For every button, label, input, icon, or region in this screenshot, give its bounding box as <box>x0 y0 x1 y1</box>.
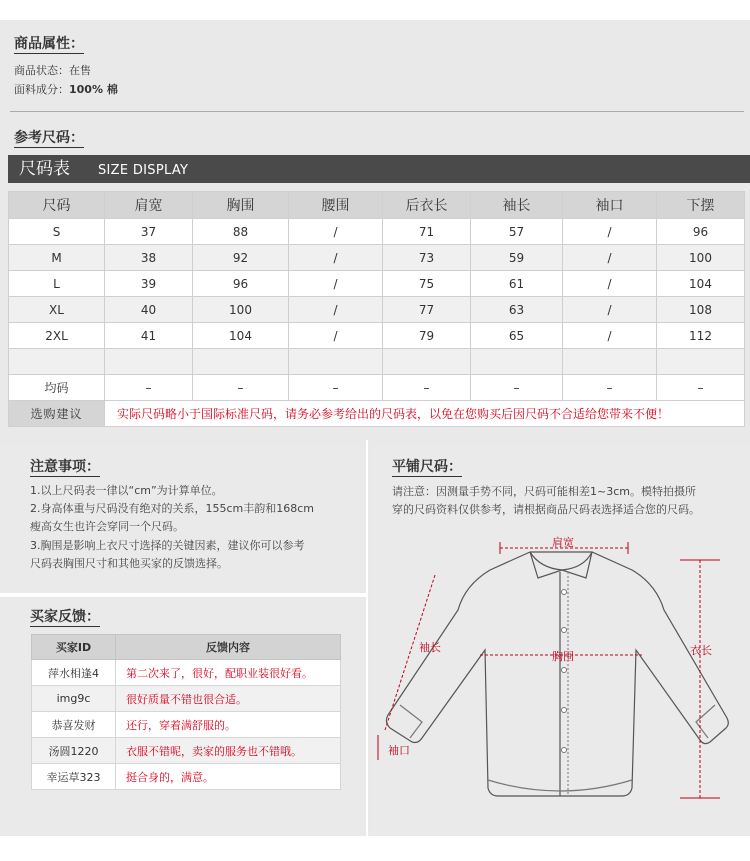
size-cell <box>9 349 105 375</box>
size-cell: / <box>563 271 657 297</box>
note-line: 2.身高体重与尺码没有绝对的关系，155cm丰韵和168cm <box>30 502 315 515</box>
size-cell: 均码 <box>9 375 105 401</box>
size-cell: / <box>289 271 383 297</box>
column-header: 后衣长 <box>383 192 471 219</box>
column-header: 袖长 <box>471 192 563 219</box>
size-cell: M <box>9 245 105 271</box>
right-cuff <box>696 705 715 738</box>
notes-title: 注意事项： <box>30 459 100 475</box>
size-section-title: 参考尺码： <box>14 130 84 146</box>
size-cell: 88 <box>193 219 289 245</box>
collar-back <box>530 552 592 570</box>
size-cell <box>563 349 657 375</box>
size-cell: – <box>657 375 745 401</box>
button-icon <box>562 628 567 633</box>
table-row <box>9 245 745 271</box>
column-header: 肩宽 <box>105 192 193 219</box>
size-cell: 57 <box>471 219 563 245</box>
size-cell <box>289 349 383 375</box>
shirt-diagram <box>370 530 740 830</box>
status-label: 商品状态： <box>14 64 69 77</box>
size-cell: 96 <box>657 219 745 245</box>
feedback-title: 买家反馈： <box>30 609 100 625</box>
size-cell: 77 <box>383 297 471 323</box>
size-cell: 71 <box>383 219 471 245</box>
size-cell: – <box>289 375 383 401</box>
panel-divider <box>366 440 368 836</box>
size-cell: / <box>289 297 383 323</box>
feedback-content: 衣服不错呢，卖家的服务也不错哦。 <box>116 738 341 764</box>
size-table <box>8 191 745 427</box>
size-cell: S <box>9 219 105 245</box>
advice-label: 选购建议 <box>9 401 105 427</box>
size-cell: 59 <box>471 245 563 271</box>
size-cell <box>383 349 471 375</box>
size-cell: L <box>9 271 105 297</box>
note-line: 3.胸围是影响上衣尺寸选择的关键因素，建议你可以参考 <box>30 539 305 552</box>
buyer-id: img9c <box>32 686 116 712</box>
size-cell: 104 <box>657 271 745 297</box>
button-icon <box>562 668 567 673</box>
panel-divider <box>0 593 366 597</box>
column-header: 胸围 <box>193 192 289 219</box>
feedback-table <box>31 634 341 790</box>
flat-size-title: 平铺尺码： <box>392 459 462 475</box>
divider <box>10 111 744 112</box>
size-chart-title-zh: 尺码表 <box>19 159 70 179</box>
size-cell: 73 <box>383 245 471 271</box>
table-row <box>9 349 745 375</box>
buyer-id: 幸运草323 <box>32 764 116 790</box>
size-cell: 40 <box>105 297 193 323</box>
size-cell: 92 <box>193 245 289 271</box>
size-cell: 38 <box>105 245 193 271</box>
note-line: 1.以上尺码表一律以“cm”为计算单位。 <box>30 484 223 497</box>
table-row <box>32 764 341 790</box>
size-cell: 39 <box>105 271 193 297</box>
size-cell: 96 <box>193 271 289 297</box>
advice-text: 实际尺码略小于国际标准尺码，请务必参考给出的尺码表，以免在您购买后因尺码不合适给您带来不便！ <box>105 401 745 427</box>
size-cell: 112 <box>657 323 745 349</box>
size-cell <box>105 349 193 375</box>
status-row <box>14 64 91 78</box>
button-icon <box>562 590 567 595</box>
material-row <box>14 83 118 97</box>
size-cell: – <box>563 375 657 401</box>
size-cell <box>657 349 745 375</box>
buyer-id: 恭喜发财 <box>32 712 116 738</box>
size-cell: XL <box>9 297 105 323</box>
feedback-content: 第二次来了，很好，配职业装很好看。 <box>116 660 341 686</box>
table-row <box>9 271 745 297</box>
size-chart-header <box>8 155 750 183</box>
left-cuff <box>400 705 422 738</box>
note-line: 尺码表胸围尺寸和其他买家的反馈选择。 <box>30 557 228 570</box>
table-row <box>9 375 745 401</box>
size-cell: – <box>105 375 193 401</box>
size-chart-title-en: SIZE DISPLAY <box>98 163 189 178</box>
chest-label: 胸围 <box>552 650 574 663</box>
size-cell: / <box>563 219 657 245</box>
size-cell: / <box>563 323 657 349</box>
table-row <box>9 323 745 349</box>
size-cell: 79 <box>383 323 471 349</box>
size-cell: 2XL <box>9 323 105 349</box>
size-cell: 75 <box>383 271 471 297</box>
column-header: 袖口 <box>563 192 657 219</box>
column-header: 腰围 <box>289 192 383 219</box>
note-line: 瘦高女生也许会穿同一个尺码。 <box>30 520 184 533</box>
size-cell: – <box>193 375 289 401</box>
buyer-id: 汤圆1220 <box>32 738 116 764</box>
column-header: 下摆 <box>657 192 745 219</box>
button-icon <box>562 708 567 713</box>
flat-note-line: 穿的尺码资料仅供参考，请根据商品尺码表选择适合您的尺码。 <box>392 503 700 516</box>
advice-row <box>9 401 745 427</box>
column-header: 买家ID <box>32 635 116 660</box>
column-header: 反馈内容 <box>116 635 341 660</box>
feedback-content: 挺合身的，满意。 <box>116 764 341 790</box>
size-cell: / <box>289 323 383 349</box>
buyer-id: 萍水相逢4 <box>32 660 116 686</box>
table-row <box>32 712 341 738</box>
size-cell: – <box>383 375 471 401</box>
size-cell: 61 <box>471 271 563 297</box>
flat-note-line: 请注意：因测量手势不同，尺码可能相差1~3cm。模特拍摄所 <box>392 485 696 498</box>
status-value: 在售 <box>69 64 91 77</box>
table-row <box>32 686 341 712</box>
size-cell: / <box>289 219 383 245</box>
collar-front <box>530 552 592 578</box>
table-row <box>32 660 341 686</box>
size-cell: 100 <box>193 297 289 323</box>
size-cell: 65 <box>471 323 563 349</box>
size-cell: – <box>471 375 563 401</box>
attributes-title: 商品属性： <box>14 36 84 52</box>
sleeve-label: 袖长 <box>419 641 441 654</box>
size-cell: / <box>563 297 657 323</box>
size-cell: 104 <box>193 323 289 349</box>
size-cell <box>471 349 563 375</box>
size-cell: 41 <box>105 323 193 349</box>
column-header: 尺码 <box>9 192 105 219</box>
size-cell: 108 <box>657 297 745 323</box>
size-cell: 100 <box>657 245 745 271</box>
table-row <box>9 297 745 323</box>
table-row <box>32 738 341 764</box>
size-table-header-row <box>9 192 745 219</box>
button-icon <box>562 748 567 753</box>
feedback-header-row <box>32 635 341 660</box>
size-cell: / <box>289 245 383 271</box>
size-cell: 63 <box>471 297 563 323</box>
feedback-content: 很好质量不错也很合适。 <box>116 686 341 712</box>
size-cell: 37 <box>105 219 193 245</box>
material-value: 100% 棉 <box>69 83 118 96</box>
table-row <box>9 219 745 245</box>
length-label: 衣长 <box>690 644 712 657</box>
size-cell: / <box>563 245 657 271</box>
feedback-content: 还行，穿着满舒服的。 <box>116 712 341 738</box>
cuff-label: 袖口 <box>388 744 410 757</box>
shirt-outline <box>386 552 728 796</box>
material-label: 面料成分： <box>14 83 69 96</box>
size-cell <box>193 349 289 375</box>
shoulder-label: 肩宽 <box>552 536 574 549</box>
